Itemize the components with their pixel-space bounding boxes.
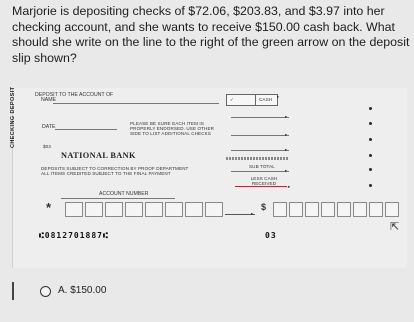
arrow-icon: ▸ — [285, 132, 288, 137]
amount-digit-box[interactable] — [385, 202, 399, 217]
dollar-sign: $ — [261, 202, 267, 212]
account-digit-box[interactable] — [185, 202, 203, 217]
arrow-icon: ▸ — [251, 211, 254, 216]
account-digit-box[interactable] — [125, 202, 143, 217]
mouse-cursor-icon: ⇱ — [390, 221, 400, 233]
account-digit-box[interactable] — [105, 202, 123, 217]
decimal-dot — [369, 168, 372, 171]
date-line — [55, 129, 117, 130]
question-text: Marjorie is depositing checks of $72.06, $203.83, and $3.97 into her checking account, and she wants to receive $150.00 cash back. What should she write on the line to the right of the green arrow on the deposit slip shown? — [12, 4, 410, 65]
account-digit-box[interactable] — [145, 202, 163, 217]
arrow-icon: ▸ — [285, 147, 288, 152]
choice-a-letter: A. — [58, 285, 68, 296]
less-cash-underline — [235, 186, 287, 187]
decimal-dot — [369, 184, 372, 187]
checking-deposit-side-label: CHECKING DEPOSIT — [10, 86, 16, 148]
amount-line-2 — [231, 135, 289, 136]
amount-digit-box[interactable] — [321, 202, 335, 217]
account-digit-box[interactable] — [85, 202, 103, 217]
notice-line-1: PLEASE BE SURE EACH ITEM IS — [130, 121, 204, 126]
less-cash-label: LESS CASH RECEIVED — [250, 176, 278, 186]
choice-a-label[interactable] — [58, 285, 106, 296]
account-digit-box[interactable] — [205, 202, 223, 217]
cash-check-icon: ✓ — [230, 97, 234, 102]
decimal-dot — [369, 122, 372, 125]
deposit-slip — [12, 88, 407, 268]
hatch-bar — [226, 157, 288, 160]
decimal-dot — [369, 154, 372, 157]
arrow-icon: ▸ — [285, 168, 288, 173]
bank-name: NATIONAL BANK — [61, 151, 136, 160]
amount-line-4 — [231, 171, 289, 172]
choice-a-radio[interactable] — [40, 286, 51, 297]
name-label: NAME — [41, 97, 56, 103]
notice-line-3: SIDE TO LIST ADDITIONAL CHECKS — [130, 131, 211, 136]
cash-label: CASH — [259, 97, 273, 102]
sub-total-label: SUB TOTAL — [249, 164, 275, 169]
name-line — [53, 103, 219, 104]
amount-digit-box[interactable] — [353, 202, 367, 217]
amount-line-3 — [231, 150, 289, 151]
account-digit-box[interactable] — [65, 202, 83, 217]
dollar-code: $03 — [43, 144, 51, 149]
fine-print-2: ALL ITEMS CREDITED SUBJECT TO THE FINAL PAYMENT — [41, 171, 171, 176]
star-mark: * — [46, 200, 52, 215]
account-number-label: ACCOUNT NUMBER — [99, 191, 149, 197]
choice-indicator-bar — [12, 282, 14, 300]
date-label: DATE — [42, 124, 56, 130]
arrow-icon: ▸ — [277, 94, 280, 99]
amount-digit-box[interactable] — [305, 202, 319, 217]
fine-print-1: DEPOSITS SUBJECT TO CORRECTION BY PROOF DEPARTMENT — [41, 166, 189, 171]
arrow-icon: ▸ — [288, 184, 291, 189]
deposit-to-account-header: DEPOSIT TO THE ACCOUNT OF — [35, 92, 114, 98]
amount-digit-box[interactable] — [369, 202, 383, 217]
amount-digit-box[interactable] — [273, 202, 287, 217]
micr-code: 03 — [265, 231, 277, 240]
account-number-line — [61, 198, 175, 199]
decimal-dot — [369, 138, 372, 141]
amount-digit-box[interactable] — [337, 202, 351, 217]
choice-a-text: $150.00 — [70, 285, 107, 296]
amount-line-1 — [231, 117, 289, 118]
decimal-dot — [369, 107, 372, 110]
notice-line-2: PROPERLY ENDORSED. USE OTHER — [130, 126, 215, 131]
arrow-icon: ▸ — [285, 114, 288, 119]
cash-box — [226, 94, 278, 106]
amount-digit-box[interactable] — [289, 202, 303, 217]
micr-routing-number: ⑆0812701887⑆ — [39, 231, 109, 240]
account-digit-box[interactable] — [165, 202, 183, 217]
